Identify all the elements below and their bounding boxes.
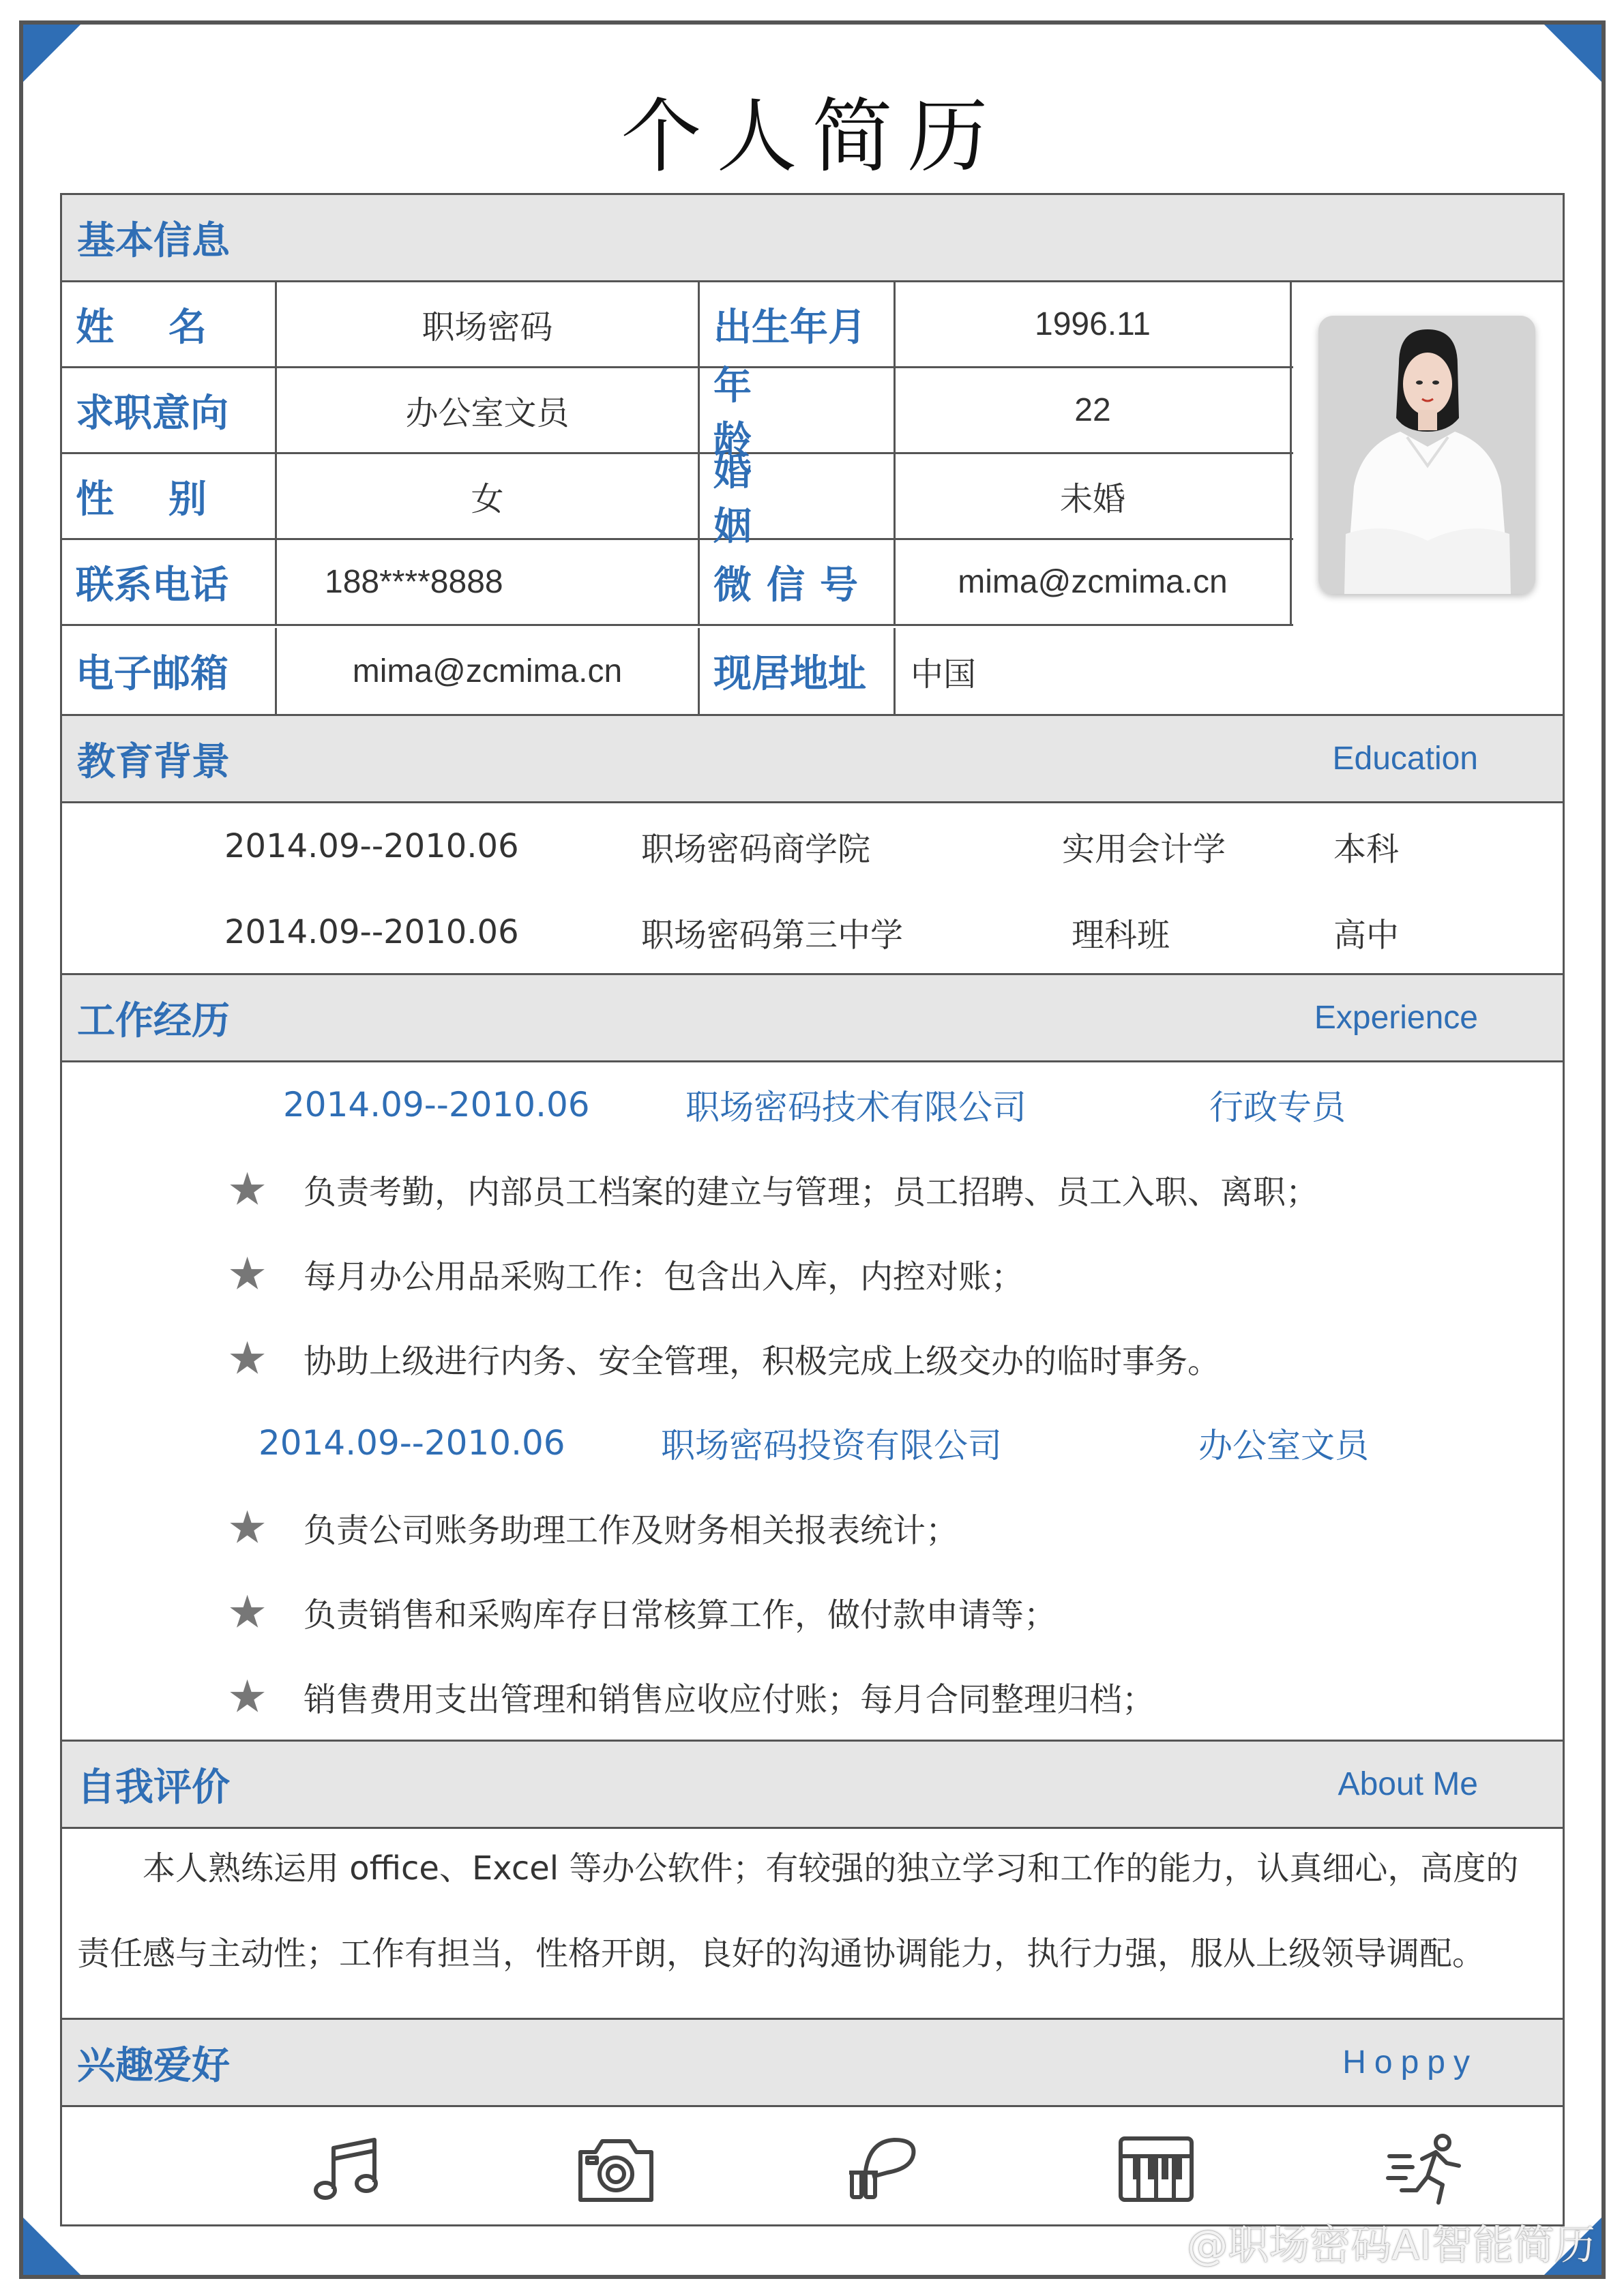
- star-icon: ★: [227, 1247, 268, 1300]
- section-title: 兴趣爱好: [77, 2043, 230, 2088]
- section-subtitle: Education: [1332, 741, 1478, 777]
- birth-label: 出生年月: [700, 282, 896, 366]
- email-value: mima@zcmima.cn: [277, 628, 700, 714]
- about-me: [62, 1829, 1563, 2020]
- star-icon: ★: [227, 1670, 268, 1723]
- job-header: [62, 1401, 1563, 1485]
- marriage-label: 婚姻: [700, 454, 896, 538]
- email-label: 电子邮箱: [62, 628, 277, 714]
- about-text: 本人熟练运用 office、Excel 等办公软件；有较强的独立学习和工作的能力，认真细心，高度的责任感与主动性；工作有担当，性格开朗，良好的沟通协调能力，执行力强，服从上级领导调配。: [77, 1849, 1519, 1973]
- star-icon: ★: [227, 1501, 268, 1554]
- info-row: [62, 449, 1293, 549]
- job-company: 职场密码投资有限公司: [661, 1426, 1002, 1465]
- section-subtitle: Experience: [1314, 1000, 1478, 1036]
- profile-photo-illustration: [1318, 316, 1535, 594]
- profile-photo: [1318, 316, 1535, 594]
- job-duty: [62, 1232, 1563, 1316]
- job-company: 职场密码技术有限公司: [685, 1088, 1027, 1127]
- basic-info-table: [62, 282, 1563, 716]
- job-period: 2014.09--2010.06: [283, 1085, 590, 1124]
- gender-value: 女: [277, 454, 700, 538]
- job-header: [62, 1062, 1563, 1147]
- section-title: 教育背景: [77, 739, 230, 784]
- name-value: 职场密码: [277, 282, 700, 366]
- address-value: 中国: [911, 655, 977, 694]
- education-major: 实用会计学: [1062, 830, 1226, 869]
- education-school: 职场密码商学院: [641, 830, 871, 869]
- running-icon: [1385, 2132, 1467, 2207]
- photo-cell: [1291, 282, 1563, 627]
- section-title: 基本信息: [77, 218, 230, 263]
- star-icon: ★: [227, 1163, 268, 1216]
- education-major: 理科班: [1072, 916, 1170, 955]
- info-row: [62, 540, 1293, 626]
- gender-label: 性别: [62, 454, 277, 538]
- page-title: 个人简历: [621, 89, 1003, 183]
- music-note-icon: [306, 2132, 388, 2207]
- experience-list: [62, 1062, 1563, 1742]
- section-header-basic: [62, 195, 1563, 282]
- wechat-value: mima@zcmima.cn: [896, 540, 1292, 624]
- piano-icon: [1115, 2132, 1197, 2207]
- section-subtitle: About Me: [1338, 1766, 1478, 1802]
- section-header-about: [62, 1742, 1563, 1829]
- star-icon: ★: [227, 1332, 268, 1385]
- intent-value: 办公室文员: [277, 368, 700, 452]
- education-period: 2014.09--2010.06: [224, 913, 519, 951]
- job-duty: [62, 1485, 1563, 1570]
- job-duty: [62, 1316, 1563, 1401]
- watermark: @职场密码AI智能简历: [1187, 2222, 1595, 2269]
- info-row: [62, 628, 1563, 714]
- job-duty: [62, 1654, 1563, 1739]
- section-title: 自我评价: [77, 1765, 230, 1810]
- job-duty-text: 销售费用支出管理和销售应收应付账；每月合同整理归档；: [304, 1680, 1155, 1719]
- education-school: 职场密码第三中学: [641, 916, 904, 955]
- phone-value: 188****8888: [277, 540, 700, 624]
- marriage-value: 未婚: [896, 454, 1292, 538]
- job-duty: [62, 1147, 1563, 1232]
- phone-label: 联系电话: [62, 540, 277, 624]
- section-subtitle: Hoppy: [1342, 2044, 1478, 2081]
- job-duty-text: 负责考勤，内部员工档案的建立与管理；员工招聘、员工入职、离职；: [304, 1173, 1319, 1212]
- education-degree: 本科: [1333, 830, 1400, 869]
- education-item: [62, 803, 1563, 889]
- section-header-hobby: [62, 2020, 1563, 2107]
- resume-sheet: [60, 193, 1565, 2226]
- name-label: 姓名: [62, 282, 277, 366]
- education-item: [62, 889, 1563, 975]
- section-title: 工作经历: [77, 998, 230, 1043]
- job-period: 2014.09--2010.06: [259, 1423, 565, 1463]
- job-position: 行政专员: [1209, 1088, 1346, 1127]
- section-header-education: [62, 716, 1563, 803]
- age-label: 年龄: [700, 368, 896, 452]
- intent-label: 求职意向: [62, 368, 277, 452]
- info-row: [62, 282, 1293, 368]
- education-degree: 高中: [1333, 916, 1400, 955]
- job-duty-text: 每月办公用品采购工作：包含出入库，内控对账；: [304, 1257, 1024, 1296]
- star-icon: ★: [227, 1585, 268, 1639]
- job-position: 办公室文员: [1198, 1426, 1369, 1465]
- education-list: [62, 803, 1563, 975]
- address-label: 现居地址: [700, 628, 896, 714]
- jump-rope-icon: [840, 2132, 921, 2207]
- section-header-experience: [62, 975, 1563, 1062]
- hobby-list: [62, 2107, 1563, 2224]
- education-period: 2014.09--2010.06: [224, 827, 519, 865]
- camera-icon: [575, 2132, 657, 2207]
- job-duty-text: 协助上级进行内务、安全管理，积极完成上级交办的临时事务。: [304, 1342, 1221, 1381]
- birth-value: 1996.11: [896, 282, 1292, 366]
- job-duty: [62, 1570, 1563, 1654]
- job-duty-text: 负责销售和采购库存日常核算工作，做付款申请等；: [304, 1596, 1057, 1635]
- wechat-label: 微信号: [700, 540, 896, 624]
- job-duty-text: 负责公司账务助理工作及财务相关报表统计；: [304, 1511, 959, 1550]
- info-row: [62, 363, 1293, 463]
- age-value: 22: [896, 368, 1292, 452]
